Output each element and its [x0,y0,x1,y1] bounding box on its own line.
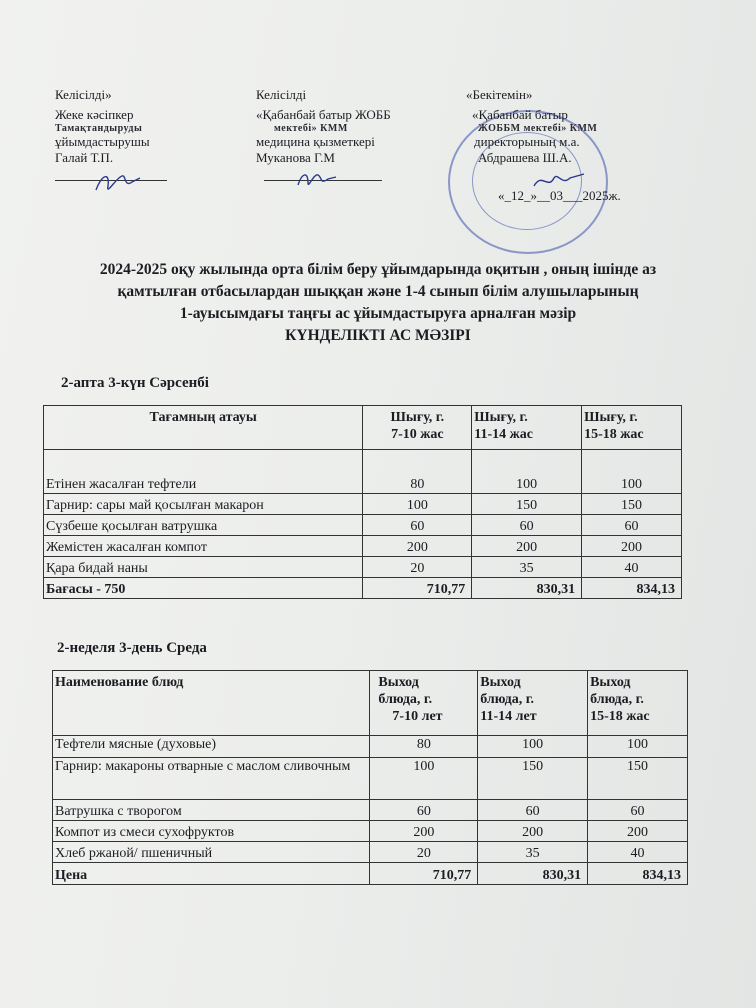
portion-7-10: 200 [370,821,478,842]
column-header [588,671,688,736]
dish-name: Тефтели мясные (духовые) [53,736,370,758]
approval-label: Келісілді [256,87,307,102]
approval-person: Муканова Г.М [256,150,335,165]
price-7-10: 710,77 [370,863,478,885]
header-text: Выход [378,675,419,690]
portion-15-18: 150 [588,758,688,800]
portion-11-14: 35 [472,557,582,578]
table-header-row [44,406,682,450]
table-header-row [53,671,688,736]
header-text: блюда, г. [378,692,433,707]
portion-11-14: 60 [472,515,582,536]
signature-operator [88,168,148,200]
column-header [370,671,478,736]
menu-kz-table [43,405,682,599]
column-header [363,406,472,450]
portion-7-10: 60 [363,515,472,536]
table-row [44,536,682,557]
portion-15-18: 200 [582,536,682,557]
header-text: Шығу, г. [390,410,445,425]
approval-person: Галай Т.П. [55,150,114,165]
page-title [0,259,756,347]
table-row [53,842,688,863]
approval-role: медицина қызметкері [256,134,375,149]
portion-11-14: 150 [478,758,588,800]
table-row [53,758,688,800]
price-7-10: 710,77 [363,578,472,599]
total-label: Цена [53,863,370,885]
portion-7-10: 80 [370,736,478,758]
approval-role: директорының м.а. [474,134,580,149]
approval-org: ЖОББМ мектебі» КММ [478,123,598,134]
dish-name: Ватрушка с творогом [53,800,370,821]
dish-name: Хлеб ржаной/ пшеничный [53,842,370,863]
table-total-row [44,578,682,599]
portion-15-18: 40 [588,842,688,863]
approval-role: Жеке кәсіпкер [55,107,134,122]
title-line: 2024-2025 оқу жылында орта білім беру ұйымдарында оқитын , оның ішінде аз [99,261,657,278]
header-text: Выход [480,675,521,690]
column-header [472,406,582,450]
header-text: блюда, г. [590,692,644,707]
approval-date: «_12_»__03___2025ж. [498,188,621,203]
column-header [53,671,370,736]
title-line: 1-ауысымдағы таңғы ас ұйымдастыруға арналған мәзір [179,305,577,322]
table-row [44,515,682,536]
portion-15-18: 100 [582,450,682,494]
total-label: Бағасы - 750 [44,578,363,599]
table-row [44,557,682,578]
approval-person: Абдрашева Ш.А. [478,150,572,165]
menu-kz-heading: 2-апта 3-күн Сәрсенбі [61,375,209,391]
column-header [478,671,588,736]
dish-name: Жемістен жасалған компот [44,536,363,557]
header-text: 7-10 жас [391,427,444,442]
portion-11-14: 200 [472,536,582,557]
table-total-row [53,863,688,885]
dish-name: Гарнир: сары май қосылған макарон [44,494,363,515]
header-text: Наименование блюд [55,675,184,690]
price-15-18: 834,13 [588,863,688,885]
portion-11-14: 100 [472,450,582,494]
header-text: Выход [590,675,631,690]
signature-director [530,168,590,194]
portion-11-14: 200 [478,821,588,842]
dish-name: Гарнир: макароны отварные с маслом сливочным [53,758,370,800]
approval-role-2: ұйымдастырушы [55,134,150,149]
dish-name: Компот из смеси сухофруктов [53,821,370,842]
portion-11-14: 60 [478,800,588,821]
header-text: Шығу, г. [584,410,638,425]
price-11-14: 830,31 [478,863,588,885]
header-text: Тағамның атауы [149,410,257,425]
table-row [44,450,682,494]
table-row [53,736,688,758]
portion-15-18: 200 [588,821,688,842]
column-header [582,406,682,450]
approval-label: Келісілді» [55,87,112,102]
portion-7-10: 60 [370,800,478,821]
dish-name: Сүзбеше қосылған ватрушка [44,515,363,536]
title-line: КҮНДЕЛІКТІ АС МӘЗІРІ [285,327,471,344]
header-text: 11-14 лет [480,709,537,724]
portion-7-10: 100 [370,758,478,800]
portion-11-14: 150 [472,494,582,515]
approval-block-operator [55,87,167,181]
portion-15-18: 40 [582,557,682,578]
portion-7-10: 20 [363,557,472,578]
menu-ru-table [52,670,688,885]
header-text: 7-10 лет [392,709,443,724]
dish-name: Қара бидай наны [44,557,363,578]
dish-name: Етінен жасалған тефтели [44,450,363,494]
table-row [53,800,688,821]
portion-11-14: 35 [478,842,588,863]
column-header [44,406,363,450]
header-text: 15-18 жас [584,427,644,442]
table-row [53,821,688,842]
portion-15-18: 60 [588,800,688,821]
portion-11-14: 100 [478,736,588,758]
header-text: 11-14 жас [474,427,534,442]
title-line: қамтылған отбасылардан шыққан және 1-4 сынып білім алушыларының [117,283,639,300]
approval-org-name: «Қабанбай батыр ЖОББ [256,107,391,122]
header-text: Шығу, г. [474,410,528,425]
menu-ru-heading: 2-неделя 3-день Среда [57,640,207,656]
price-11-14: 830,31 [472,578,582,599]
portion-7-10: 200 [363,536,472,557]
approval-org: Тамақтандыруды [55,123,143,134]
header-text: 15-18 жас [590,709,650,724]
approval-org: мектебі» КММ [274,123,348,134]
portion-7-10: 100 [363,494,472,515]
price-15-18: 834,13 [582,578,682,599]
portion-7-10: 80 [363,450,472,494]
portion-15-18: 100 [588,736,688,758]
approval-org-name: «Қабанбай батыр [472,107,568,122]
portion-15-18: 150 [582,494,682,515]
portion-7-10: 20 [370,842,478,863]
signature-medic [292,165,342,195]
header-text: блюда, г. [480,692,535,707]
portion-15-18: 60 [582,515,682,536]
table-row [44,494,682,515]
approval-label: «Бекітемін» [466,87,533,102]
